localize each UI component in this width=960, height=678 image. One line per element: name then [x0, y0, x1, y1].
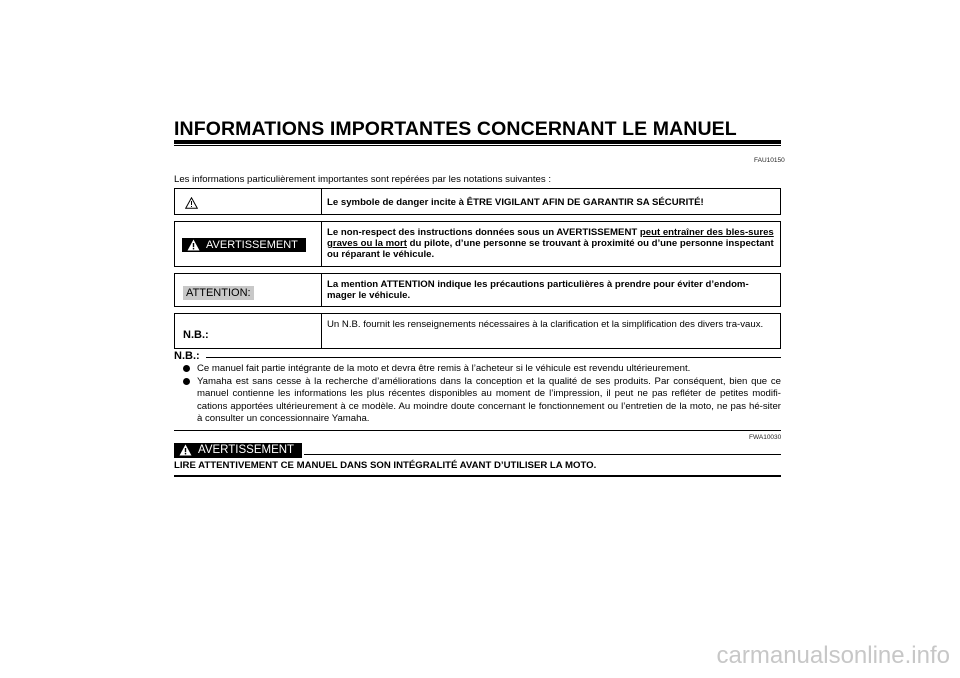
warning-badge [182, 238, 306, 252]
warning-description [321, 222, 780, 265]
attention-badge: ATTENTION: [183, 286, 254, 300]
nb-section-label: N.B.: [174, 350, 200, 362]
warning-text-part1: Le non-respect des instructions données sous un AVERTISSEMENT [327, 227, 640, 238]
notation-row-attention [174, 273, 781, 307]
warning-badge-label: AVERTISSEMENT [206, 239, 298, 251]
nb-section-end-rule [174, 430, 781, 431]
reference-code: FAU10150 [754, 157, 785, 164]
list-item [183, 363, 781, 376]
warning-block-badge-label: AVERTISSEMENT [198, 444, 295, 456]
warning-triangle-icon [179, 444, 192, 456]
list-item-text: Yamaha est sans cesse à la recherche d’améliorations dans la conception et la qualité de ses produits. Par conséquent, bien que ce manuel contienne les informations les plus récentes disponibles au moment de l’impression, il peut ne pas refléter de petites modifi-cations apportées ultérieurement à ce modèle. Au moindre doute concernant le fonctionnement ou l’entretien de la moto, ne pas hé-siter à consulter un concessionnaire Yamaha. [197, 375, 781, 425]
warning-text-underlined: peut entraîner des bles-sures graves ou la mort [327, 227, 774, 249]
warning-triangle-icon [185, 197, 198, 209]
notation-row-warning [174, 221, 781, 267]
list-item [183, 376, 781, 426]
notation-row-nb [174, 313, 781, 349]
nb-section-rule [206, 357, 781, 358]
page-title: INFORMATIONS IMPORTANTES CONCERNANT LE MANUEL [174, 118, 737, 140]
list-item-text: Ce manuel fait partie intégrante de la moto et devra être remis à l’acheteur si le véhicule est revendu ultérieurement. [197, 363, 691, 374]
warning-block-rule [304, 454, 781, 455]
warning-reference-code: FWA10030 [749, 434, 782, 441]
bullet-icon [183, 365, 190, 372]
nb-description: Un N.B. fournit les renseignements nécessaires à la clarification et la simplification des divers tra-vaux. [327, 319, 764, 330]
notations-table [174, 188, 781, 355]
notation-row-danger [174, 188, 781, 215]
nb-notation-label: N.B.: [183, 329, 209, 341]
title-rule [174, 140, 781, 144]
warning-text-part2: du pilote, d’une personne se trouvant à proximité ou d’une personne inspectant ou réparant le véhicule. [327, 238, 774, 260]
bullet-icon [183, 378, 190, 385]
intro-text: Les informations particulièrement importantes sont repérées par les notations suivantes : [174, 174, 552, 185]
watermark: carmanualsonline.info [716, 642, 950, 669]
warning-triangle-icon [187, 239, 200, 251]
title-rule-thin [174, 145, 781, 146]
warning-block-end-rule [174, 475, 781, 477]
danger-description: Le symbole de danger incite à ÊTRE VIGILANT AFIN DE GARANTIR SA SÉCURITÉ! [327, 197, 704, 208]
warning-block-badge [174, 443, 302, 458]
warning-block-text: LIRE ATTENTIVEMENT CE MANUEL DANS SON INTÉGRALITÉ AVANT D’UTILISER LA MOTO. [174, 460, 597, 471]
nb-list [183, 363, 781, 426]
attention-description: La mention ATTENTION indique les précautions particulières à prendre pour éviter d’endom-mager le véhicule. [327, 279, 749, 301]
